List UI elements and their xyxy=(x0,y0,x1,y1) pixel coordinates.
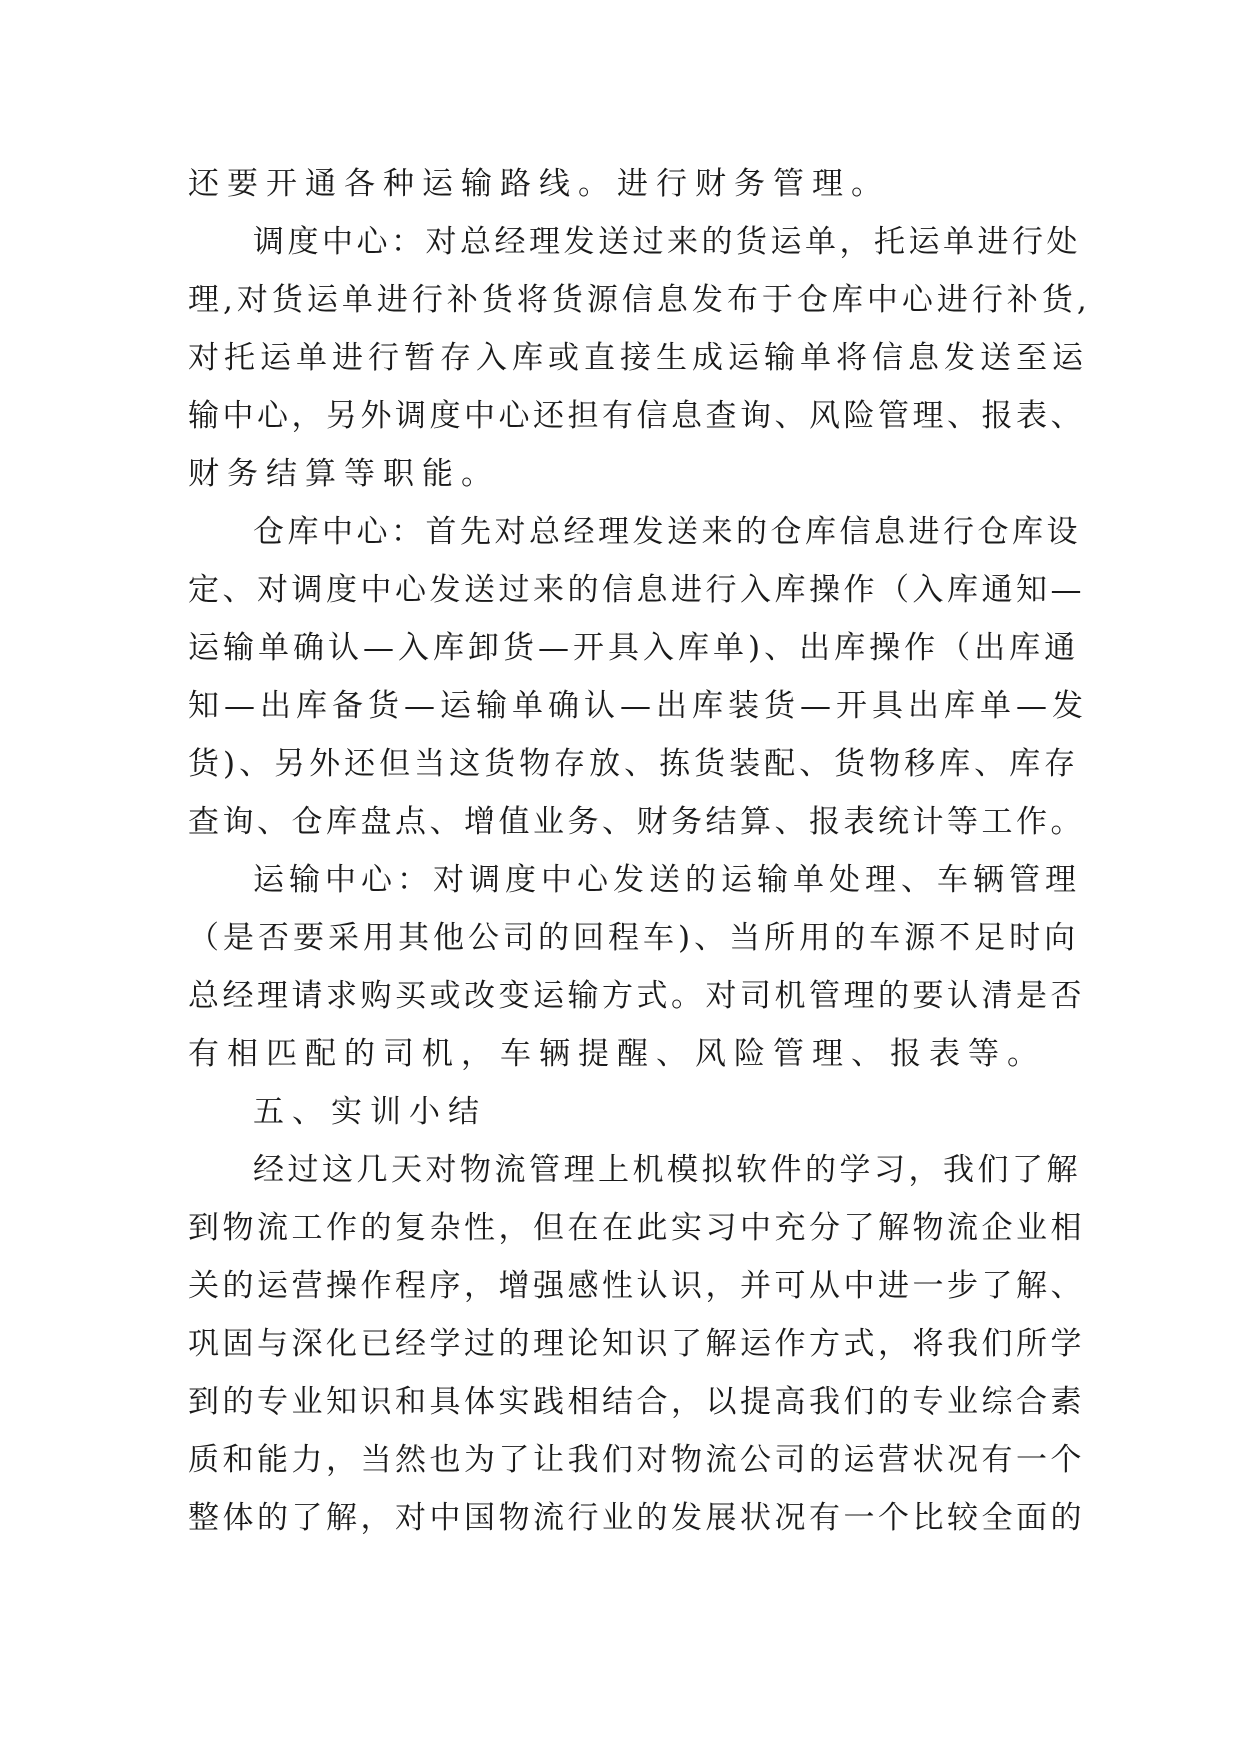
text-line: （是否要采用其他公司的回程车)、当所用的车源不足时向 xyxy=(188,920,1080,956)
text-line: 总经理请求购买或改变运输方式。对司机管理的要认清是否 xyxy=(188,978,1085,1014)
paragraph-dispatch-center: 调度中心：对总经理发送过来的货运单，托运单进行处 xyxy=(253,224,1081,260)
text-line: 输中心，另外调度中心还担有信息查询、风险管理、报表、 xyxy=(188,398,1085,434)
text-line: 还要开通各种运输路线。进行财务管理。 xyxy=(188,166,890,202)
text-line: 关的运营操作程序，增强感性认识，并可从中进一步了解、 xyxy=(188,1268,1085,1304)
text-line: 整体的了解，对中国物流行业的发展状况有一个比较全面的 xyxy=(188,1500,1085,1536)
section-heading: 五、实训小结 xyxy=(253,1094,487,1130)
text-line: 对托运单进行暂存入库或直接生成运输单将信息发送至运 xyxy=(188,340,1088,376)
paragraph-transport-center: 运输中心：对调度中心发送的运输单处理、车辆管理 xyxy=(253,862,1081,898)
text-line: 巩固与深化已经学过的理论知识了解运作方式，将我们所学 xyxy=(188,1326,1085,1362)
paragraph-summary: 经过这几天对物流管理上机模拟软件的学习，我们了解 xyxy=(253,1152,1081,1188)
text-line: 理,对货运单进行补货将货源信息发布于仓库中心进行补货, xyxy=(188,282,1091,318)
text-line: 有相匹配的司机，车辆提醒、风险管理、报表等。 xyxy=(188,1036,1046,1072)
text-line: 查询、仓库盘点、增值业务、财务结算、报表统计等工作。 xyxy=(188,804,1085,840)
text-line: 质和能力，当然也为了让我们对物流公司的运营状况有一个 xyxy=(188,1442,1085,1478)
text-line: 知—出库备货—运输单确认—出库装货—开具出库单—发 xyxy=(188,688,1088,724)
text-line: 货)、另外还但当这货物存放、拣货装配、货物移库、库存 xyxy=(188,746,1080,782)
text-line: 财务结算等职能。 xyxy=(188,456,500,492)
paragraph-warehouse-center: 仓库中心：首先对总经理发送来的仓库信息进行仓库设 xyxy=(253,514,1081,550)
text-line: 到的专业知识和具体实践相结合，以提高我们的专业综合素 xyxy=(188,1384,1085,1420)
text-line: 运输单确认—入库卸货—开具入库单)、出库操作（出库通 xyxy=(188,630,1080,666)
text-line: 定、对调度中心发送过来的信息进行入库操作（入库通知— xyxy=(188,572,1085,608)
text-line: 到物流工作的复杂性，但在在此实习中充分了解物流企业相 xyxy=(188,1210,1085,1246)
